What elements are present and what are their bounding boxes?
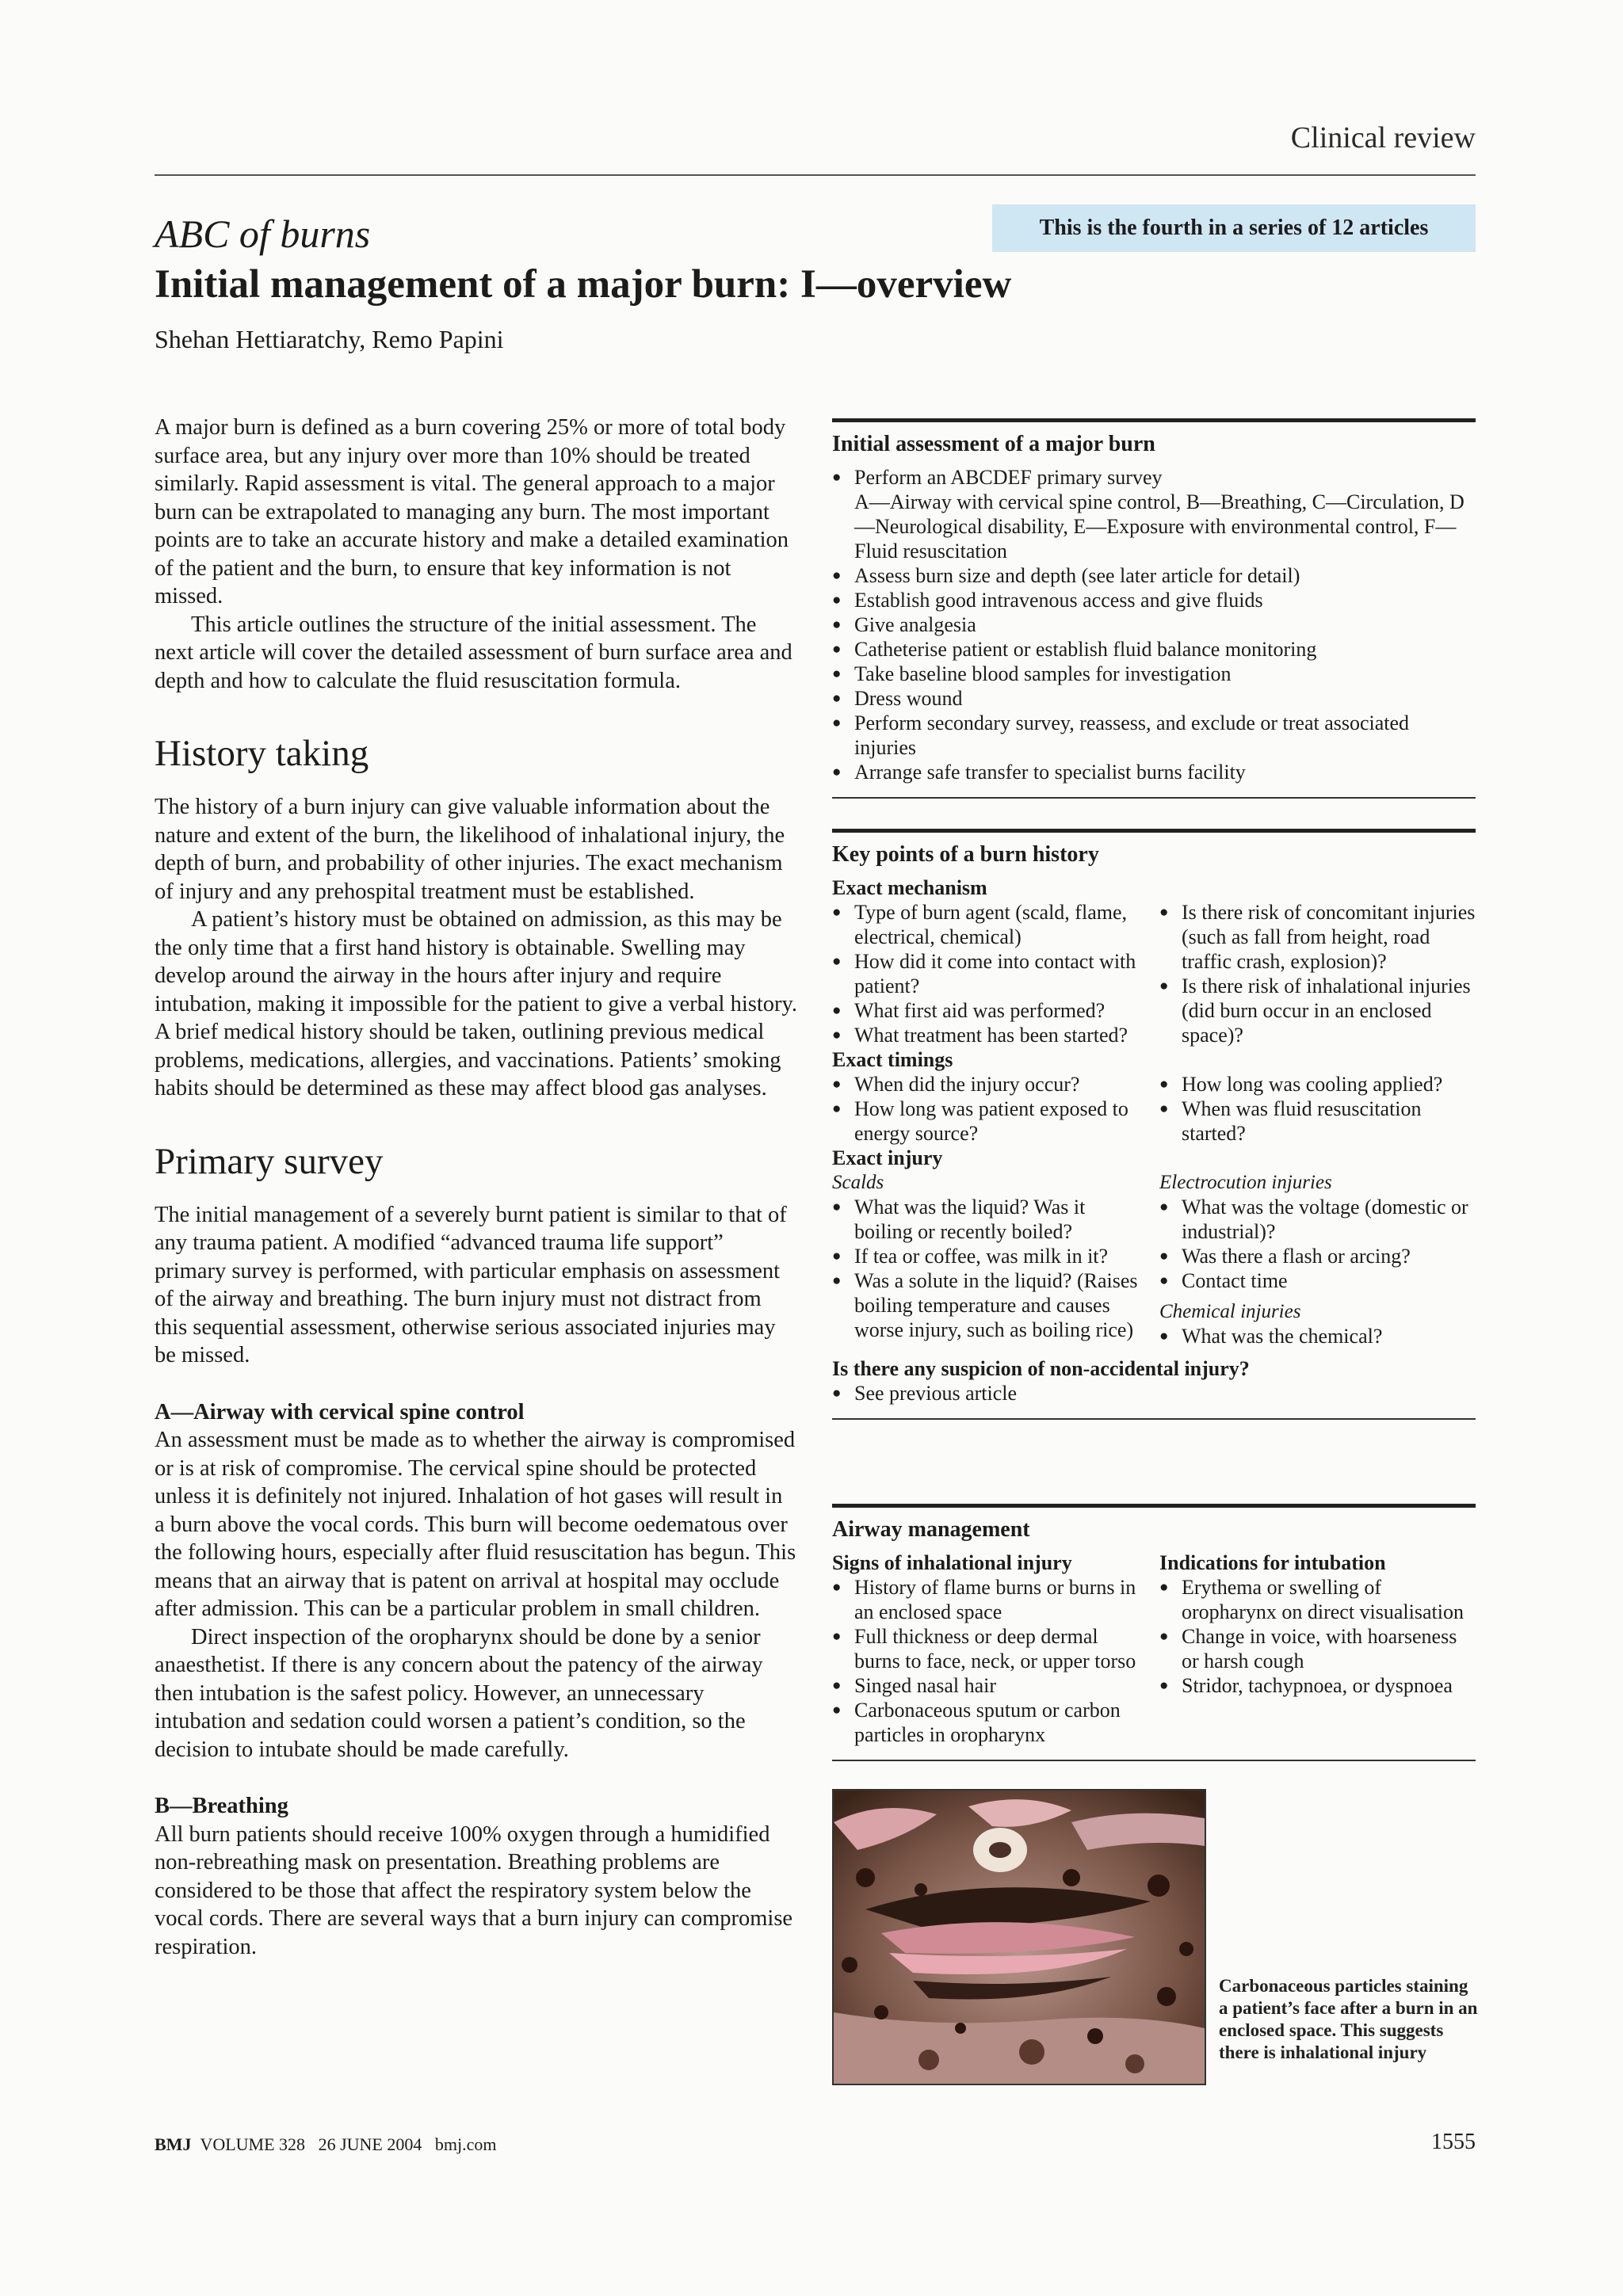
timings-subheading: Exact timings xyxy=(832,1048,953,1071)
body-left-column xyxy=(155,414,798,1961)
airway-management-box xyxy=(832,1504,1476,1761)
primary-survey-heading: Primary survey xyxy=(155,1140,384,1182)
figure-caption: Carbonaceous particles staining a patient’s face after a burn in an enclosed space. This suggests there is inhalational injury xyxy=(1219,1976,1478,2062)
breathing-subheading: B—Breathing xyxy=(155,1794,288,1818)
footer xyxy=(155,2134,496,2155)
list-item: ● Catheterise patient or establish fluid balance monitoring xyxy=(832,637,1476,662)
list-item: ● Full thickness or deep dermal burns to face, neck, or upper torso xyxy=(832,1624,1148,1673)
list-item: ● Is there risk of inhalational injuries (did burn occur in an enclosed space)? xyxy=(1159,974,1476,1047)
list-item: ● Dress wound xyxy=(832,686,1476,711)
signs-list xyxy=(832,1575,1148,1747)
header-rule xyxy=(155,174,1476,176)
journal-name: BMJ xyxy=(155,2134,192,2154)
indications-subheading: Indications for intubation xyxy=(1159,1551,1386,1574)
list-item: ● Erythema or swelling of oropharynx on direct visualisation xyxy=(1159,1575,1476,1624)
list-item: ● Assess burn size and depth (see later article for detail) xyxy=(832,563,1476,588)
list-item: ● Arrange safe transfer to specialist burns facility xyxy=(832,760,1476,784)
assessment-list xyxy=(832,465,1476,784)
list-item: ● What was the chemical? xyxy=(1159,1324,1476,1348)
scalds-list xyxy=(832,1195,1148,1342)
list-item: ● See previous article xyxy=(832,1381,1476,1405)
history-key-points-box xyxy=(832,829,1476,1420)
mechanism-subheading: Exact mechanism xyxy=(832,876,987,899)
list-item: ● Change in voice, with hoarseness or harsh cough xyxy=(1159,1624,1476,1673)
list-item: ● Carbonaceous sputum or carbon particles in oropharynx xyxy=(832,1698,1148,1747)
history-paragraph-1: The history of a burn injury can give valuable information about the nature and extent of the burn, the likelihood of inhalational injury, the depth of burn, and probability of other injuries. The exact mechanism of injury and any prehospital treatment must be established. xyxy=(155,795,785,904)
intro-paragraph-2: This article outlines the structure of the initial assessment. The next article will cover the detailed assessment of burn surface area and depth and how to calculate the fluid resuscitation formula. xyxy=(155,612,792,693)
timings-list-right xyxy=(1159,1072,1476,1146)
initial-assessment-box xyxy=(832,418,1476,799)
box-title: Airway management xyxy=(832,1517,1030,1542)
history-paragraph-2: A patient’s history must be obtained on admission, as this may be the only time that a first hand history is obtainable. Swelling may develop around the airway in the hours after injury and require intubation, making it impossible for the patient to give a verbal history. A brief medical history should be taken, outlining previous medical problems, medications, allergies, and vaccinations. Patients’ smoking habits should be determined as these may affect blood gas analyses. xyxy=(155,907,798,1100)
list-item: ● How long was patient exposed to energy source? xyxy=(832,1097,1148,1146)
chemical-list xyxy=(1159,1324,1476,1348)
list-item: ● Perform secondary survey, reassess, and exclude or treat associated injuries xyxy=(832,711,1476,760)
authors: Shehan Hettiaratchy, Remo Papini xyxy=(155,325,504,353)
list-item: ● Type of burn agent (scald, flame, electrical, chemical) xyxy=(832,900,1148,949)
chemical-subheading: Chemical injuries xyxy=(1159,1301,1301,1322)
list-item: ● Was a solute in the liquid? (Raises boiling temperature and causes worse injury, such as boiling rice) xyxy=(832,1268,1148,1342)
journal-date: 26 JUNE 2004 xyxy=(318,2134,422,2154)
non-accidental-list xyxy=(832,1381,1476,1405)
page-number: 1555 xyxy=(1431,2130,1476,2154)
list-item: ● Is there risk of concomitant injuries (such as fall from height, road traffic crash, explosion)? xyxy=(1159,900,1476,974)
intro-paragraph-1: A major burn is defined as a burn covering 25% or more of total body surface area, but any injury over more than 10% should be treated similarly. Rapid assessment is vital. The general approach to a major burn can be extrapolated to managing any burn. The most important points are to take an accurate history and make a detailed examination of the patient and the burn, to ensure that key information is not missed. xyxy=(155,415,789,608)
list-item: ● Establish good intravenous access and give fluids xyxy=(832,588,1476,612)
signs-subheading: Signs of inhalational injury xyxy=(832,1551,1072,1574)
series-note: This is the fourth in a series of 12 articles xyxy=(992,204,1476,252)
journal-site: bmj.com xyxy=(434,2134,497,2154)
list-item: ● Take baseline blood samples for investigation xyxy=(832,662,1476,686)
airway-subheading: A—Airway with cervical spine control xyxy=(155,1399,525,1425)
mechanism-list-left xyxy=(832,900,1148,1047)
indications-list xyxy=(1159,1575,1476,1698)
list-item: ● When was fluid resuscitation started? xyxy=(1159,1097,1476,1146)
list-item: ● History of flame burns or burns in an enclosed space xyxy=(832,1575,1148,1624)
burn-face-photo xyxy=(832,1789,1206,2085)
mechanism-list-right xyxy=(1159,900,1476,1047)
box-title: Initial assessment of a major burn xyxy=(832,432,1155,456)
list-item: ● Stridor, tachypnoea, or dyspnoea xyxy=(1159,1673,1476,1698)
list-item: ● When did the injury occur? xyxy=(832,1072,1148,1097)
injury-subheading: Exact injury xyxy=(832,1146,943,1169)
scalds-subheading: Scalds xyxy=(832,1172,884,1193)
list-item: ● Singed nasal hair xyxy=(832,1673,1148,1698)
list-item: ● What was the liquid? Was it boiling or recently boiled? xyxy=(832,1195,1148,1244)
breathing-paragraph: All burn patients should receive 100% oxygen through a humidified non-rebreathing mask on presentation. Breathing problems are considered to be those that affect the respiratory system below the vocal cords. There are several ways that a burn injury can compromise respiration. xyxy=(155,1821,793,1959)
airway-paragraph-2: Direct inspection of the oropharynx should be done by a senior anaesthetist. If there is any concern about the patency of the airway then intubation is the safest policy. However, an unnecessary intubation and sedation could worsen a patient’s condition, so the decision to intubate should be made carefully. xyxy=(155,1624,763,1762)
list-item: ● How did it come into contact with patient? xyxy=(832,949,1148,998)
journal-volume: VOLUME 328 xyxy=(200,2134,306,2154)
primary-survey-paragraph: The initial management of a severely burnt patient is similar to that of any trauma patient. A modified “advanced trauma life support” primary survey is performed, with particular emphasis on assessment of the airway and breathing. The burn injury must not distract from this sequential assessment, otherwise serious associated injuries may be missed. xyxy=(155,1202,787,1367)
non-accidental-subheading: Is there any suspicion of non-accidental injury? xyxy=(832,1357,1250,1380)
list-item: ● Give analgesia xyxy=(832,612,1476,637)
series-name: ABC of burns xyxy=(155,212,371,256)
list-item: ● How long was cooling applied? xyxy=(1159,1072,1476,1097)
list-item: ● If tea or coffee, was milk in it? xyxy=(832,1244,1148,1268)
electrocution-subheading: Electrocution injuries xyxy=(1159,1172,1332,1193)
list-item: ● Was there a flash or arcing? xyxy=(1159,1244,1476,1268)
list-item: ● Contact time xyxy=(1159,1268,1476,1293)
list-item: ● What treatment has been started? xyxy=(832,1023,1148,1047)
timings-list-left xyxy=(832,1072,1148,1146)
list-item: ● Perform an ABCDEF primary survey A—Airway with cervical spine control, B—Breathing, C—Circulation, D—Neurological disability, E—Exposure with environmental control, F—Fluid resuscitation xyxy=(832,465,1476,563)
list-item: ● What was the voltage (domestic or industrial)? xyxy=(1159,1195,1476,1244)
history-heading: History taking xyxy=(155,733,369,774)
list-item: ● What first aid was performed? xyxy=(832,998,1148,1023)
section-label: Clinical review xyxy=(1290,121,1476,154)
box-title: Key points of a burn history xyxy=(832,842,1099,867)
article-title: Initial management of a major burn: I—overview xyxy=(155,262,1012,307)
airway-paragraph-1: An assessment must be made as to whether the airway is compromised or is at risk of compromise. The cervical spine should be protected unless it is definitely not injured. Inhalation of hot gases will result in a burn above the vocal cords. This burn will become oedematous over the following hours, especially after fluid resuscitation has begun. This means that an airway that is patent on arrival at hospital may occlude after admission. This can be a particular problem in small children. xyxy=(155,1428,796,1621)
electrocution-list xyxy=(1159,1195,1476,1293)
